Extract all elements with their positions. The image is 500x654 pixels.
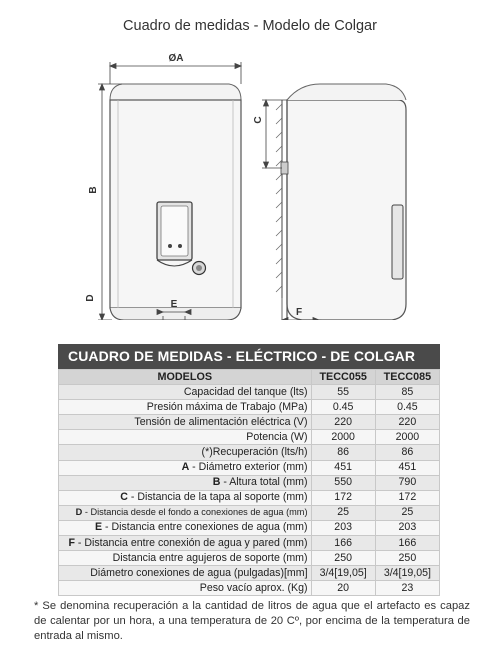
row-label-text: Distancia entre agujeros de soporte (mm) (112, 551, 308, 564)
value-model-1: 25 (311, 505, 375, 520)
row-label (59, 551, 312, 566)
value-model-2: 0.45 (375, 400, 439, 415)
table-row (59, 400, 440, 415)
dimension-letter: E (94, 521, 103, 534)
dim-label-wall: F (295, 307, 303, 318)
row-label (59, 460, 312, 475)
dimension-letter: A (181, 461, 190, 474)
row-label (59, 581, 312, 596)
table-header-row (59, 370, 440, 385)
value-model-2: 3/4[19,05] (375, 566, 439, 581)
side-view (276, 84, 406, 320)
row-label (59, 520, 312, 535)
table-row (59, 505, 440, 520)
table-row (59, 581, 440, 596)
table-row (59, 490, 440, 505)
row-label (59, 385, 312, 400)
dim-label-height: B (88, 186, 99, 194)
row-label-text: Peso vacío aprox. (Kg) (199, 581, 308, 594)
front-view (110, 84, 241, 320)
value-model-2: 203 (375, 520, 439, 535)
value-model-1: 86 (311, 445, 375, 460)
row-label (59, 430, 312, 445)
row-label-text: - Distancia entre conexiones de agua (mm) (102, 521, 308, 534)
value-model-2: 85 (375, 385, 439, 400)
table-row (59, 460, 440, 475)
value-model-1: 451 (311, 460, 375, 475)
table-row (59, 415, 440, 430)
value-model-2: 172 (375, 490, 439, 505)
wall-bracket (281, 162, 288, 174)
spec-table (58, 344, 440, 596)
value-model-1: 55 (311, 385, 375, 400)
dim-label-top: C (253, 116, 264, 124)
value-model-2: 25 (375, 505, 439, 520)
value-model-1: 220 (311, 415, 375, 430)
row-label (59, 415, 312, 430)
row-label-text: (*)Recuperación (lts/h) (201, 446, 308, 459)
table-row (59, 475, 440, 490)
row-label-text: - Altura total (mm) (220, 476, 308, 489)
value-model-1: 250 (311, 551, 375, 566)
dimension-letter: C (120, 491, 128, 504)
header-model-1: TECC055 (311, 370, 375, 385)
value-model-2: 86 (375, 445, 439, 460)
footnote: * Se denomina recuperación a la cantidad de litros de agua que el artefacto es capaz de calentar por un hora, a una temperatura de 20 Cº, por encima de la temperatura de entrada al mismo. (34, 600, 470, 642)
row-label-text: Presión máxima de Trabajo (MPa) (146, 400, 308, 413)
value-model-2: 166 (375, 536, 439, 551)
row-label (59, 490, 312, 505)
value-model-1: 172 (311, 490, 375, 505)
dimension-letter: B (212, 476, 221, 489)
header-models: MODELOS (59, 370, 312, 385)
value-model-2: 451 (375, 460, 439, 475)
table-row (59, 536, 440, 551)
value-model-2: 790 (375, 475, 439, 490)
dimension-letter: F (68, 536, 75, 549)
table-row (59, 566, 440, 581)
row-label (59, 505, 312, 520)
row-label-text: - Distancia entre conexión de agua y pared (mm) (74, 536, 308, 549)
value-model-1: 20 (311, 581, 375, 596)
row-label-text: - Distancia desde el fondo a conexiones de agua (mm) (82, 507, 308, 518)
row-label (59, 475, 312, 490)
technical-drawing (0, 40, 500, 320)
dimension-diameter (110, 62, 241, 84)
value-model-2: 2000 (375, 430, 439, 445)
row-label-text: Tensión de alimentación eléctrica (V) (134, 415, 308, 428)
value-model-1: 166 (311, 536, 375, 551)
row-label-text: - Distancia de la tapa al soporte (mm) (127, 491, 308, 504)
row-label (59, 536, 312, 551)
row-label-text: Capacidad del tanque (lts) (183, 385, 308, 398)
dimension-letter: D (75, 507, 83, 518)
table-row (59, 445, 440, 460)
row-label (59, 445, 312, 460)
table-row (59, 385, 440, 400)
dim-label-bottom: D (85, 294, 96, 302)
value-model-1: 550 (311, 475, 375, 490)
row-label-text: Diámetro conexiones de agua (pulgadas)[mm] (90, 566, 308, 579)
row-label-text: Potencia (W) (246, 430, 308, 443)
value-model-1: 0.45 (311, 400, 375, 415)
value-model-1: 3/4[19,05] (311, 566, 375, 581)
spec-grid (58, 369, 440, 596)
dimension-top (262, 100, 287, 168)
dim-label-connections: E (170, 299, 178, 310)
page-title: Cuadro de medidas - Modelo de Colgar (123, 18, 377, 34)
header-model-2: TECC085 (375, 370, 439, 385)
row-label (59, 400, 312, 415)
row-label-text: - Diámetro exterior (mm) (189, 461, 308, 474)
row-label (59, 566, 312, 581)
table-title: CUADRO DE MEDIDAS - ELÉCTRICO - DE COLGAR (58, 344, 440, 369)
table-row (59, 551, 440, 566)
table-row (59, 430, 440, 445)
value-model-1: 203 (311, 520, 375, 535)
value-model-2: 23 (375, 581, 439, 596)
dim-label-diameter: ØA (168, 53, 184, 64)
table-row (59, 520, 440, 535)
value-model-2: 250 (375, 551, 439, 566)
value-model-2: 220 (375, 415, 439, 430)
value-model-1: 2000 (311, 430, 375, 445)
